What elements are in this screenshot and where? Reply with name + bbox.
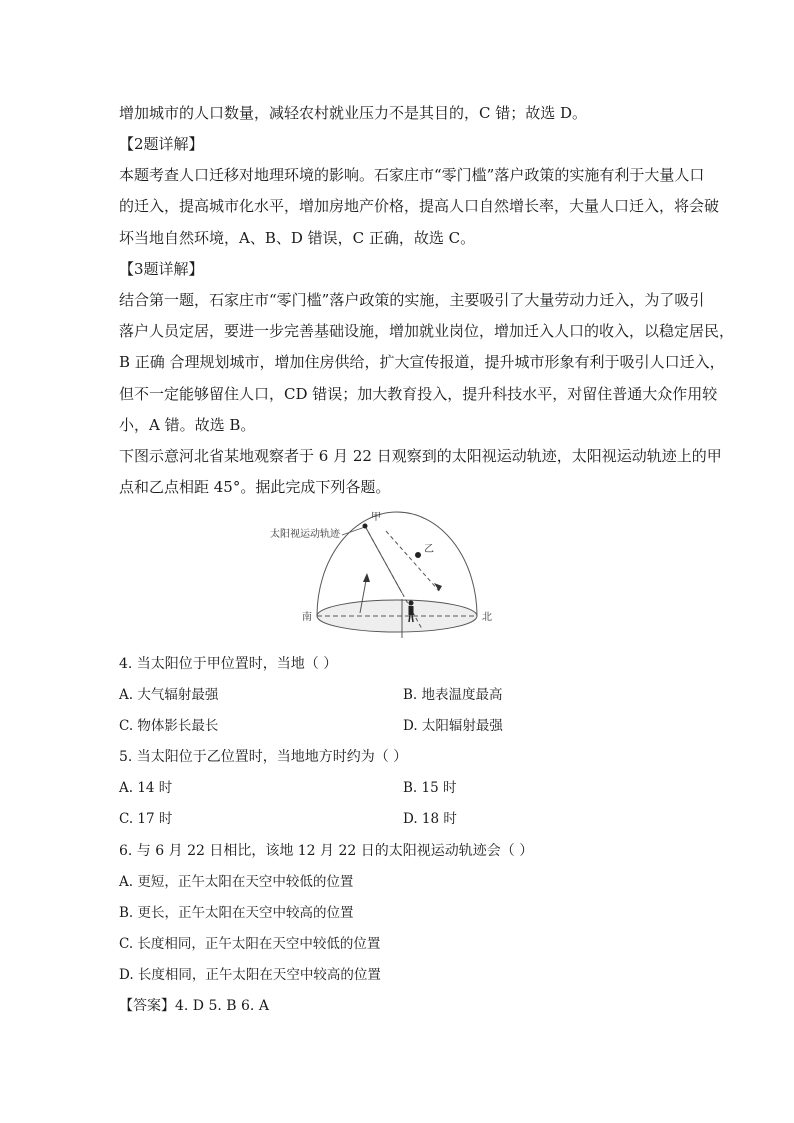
paragraph-line: B 正确 合理规划城市，增加住房供给，扩大宣传报道，提升城市形象有利于吸引人口迁入， [119,353,725,371]
option-d: D. 太阳辐射最强 [403,718,503,734]
section-heading-q3: 【3题详解】 [119,260,204,278]
option-d: D. 长度相同，正午太阳在天空中较高的位置 [119,967,381,983]
label-yi: 乙 [424,544,434,555]
paragraph-line: 本题考查人口迁移对地理环境的影响。石家庄市“零门槛”落户政策的实施有利于大量人口 [119,166,705,184]
option-c: C. 17 时 [119,811,173,827]
point-jia [363,524,368,529]
paragraph-line: 落户人员定居，要进一步完善基础设施，增加就业岗位，增加迁入人口的收入，以稳定居民， [119,322,735,340]
paragraph-line: 的迁入，提高城市化水平，增加房地产价格，提高人口自然增长率，大量人口迁入，将会破 [119,197,720,215]
paragraph-line: 小，A 错。故选 B。 [119,416,256,434]
option-b: B. 15 时 [403,780,457,796]
option-c: C. 物体影长最长 [119,718,219,734]
section-heading-q2: 【2题详解】 [119,135,204,153]
question-stem: 6. 与 6 月 22 日相比，该地 12 月 22 日的太阳视运动轨迹会（ ） [119,843,534,859]
option-b: B. 地表温度最高 [403,687,503,703]
track-label: 太阳视运动轨迹 [270,529,340,540]
paragraph-line: 坏当地自然环境，A、B、D 错误，C 正确，故选 C。 [119,229,476,247]
paragraph-line: 但不一定能够留住人口，CD 错误；加大教育投入，提升科技水平，对留住普通大众作用较 [119,385,718,403]
option-a: A. 更短，正午太阳在天空中较低的位置 [119,874,354,890]
question-stem: 5. 当太阳位于乙位置时，当地地方时约为（ ） [119,749,408,765]
sun-track-dashed [386,531,439,591]
point-yi [415,552,421,558]
label-south: 南 [302,612,312,623]
up-arrow-icon [363,573,370,582]
sun-track-upper [365,526,402,593]
option-a: A. 14 时 [119,780,173,796]
option-b: B. 更长，正午太阳在天空中较高的位置 [119,905,354,921]
option-d: D. 18 时 [403,811,457,827]
sun-path-diagram [262,503,532,653]
paragraph-line: 结合第一题，石家庄市“零门槛”落户政策的实施，主要吸引了大量劳动力迁入，为了吸引 [119,291,705,309]
label-jia: 甲 [371,512,381,523]
label-north: 北 [482,612,492,623]
option-c: C. 长度相同，正午太阳在天空中较低的位置 [119,936,381,952]
question-stem: 4. 当太阳位于甲位置时，当地（ ） [119,656,338,672]
paragraph-line: 点和乙点相距 45°。据此完成下列各题。 [119,478,391,496]
answer-line: 【答案】4. D 5. B 6. A [119,998,269,1014]
paragraph-line: 增加城市的人口数量，减轻农村就业压力不是其目的，C 错；故选 D。 [119,104,588,122]
option-a: A. 大气辐射最强 [119,687,219,703]
paragraph-line: 下图示意河北省某地观察者于 6 月 22 日观察到的太阳视运动轨迹，太阳视运动轨迹上的甲 [119,447,722,465]
